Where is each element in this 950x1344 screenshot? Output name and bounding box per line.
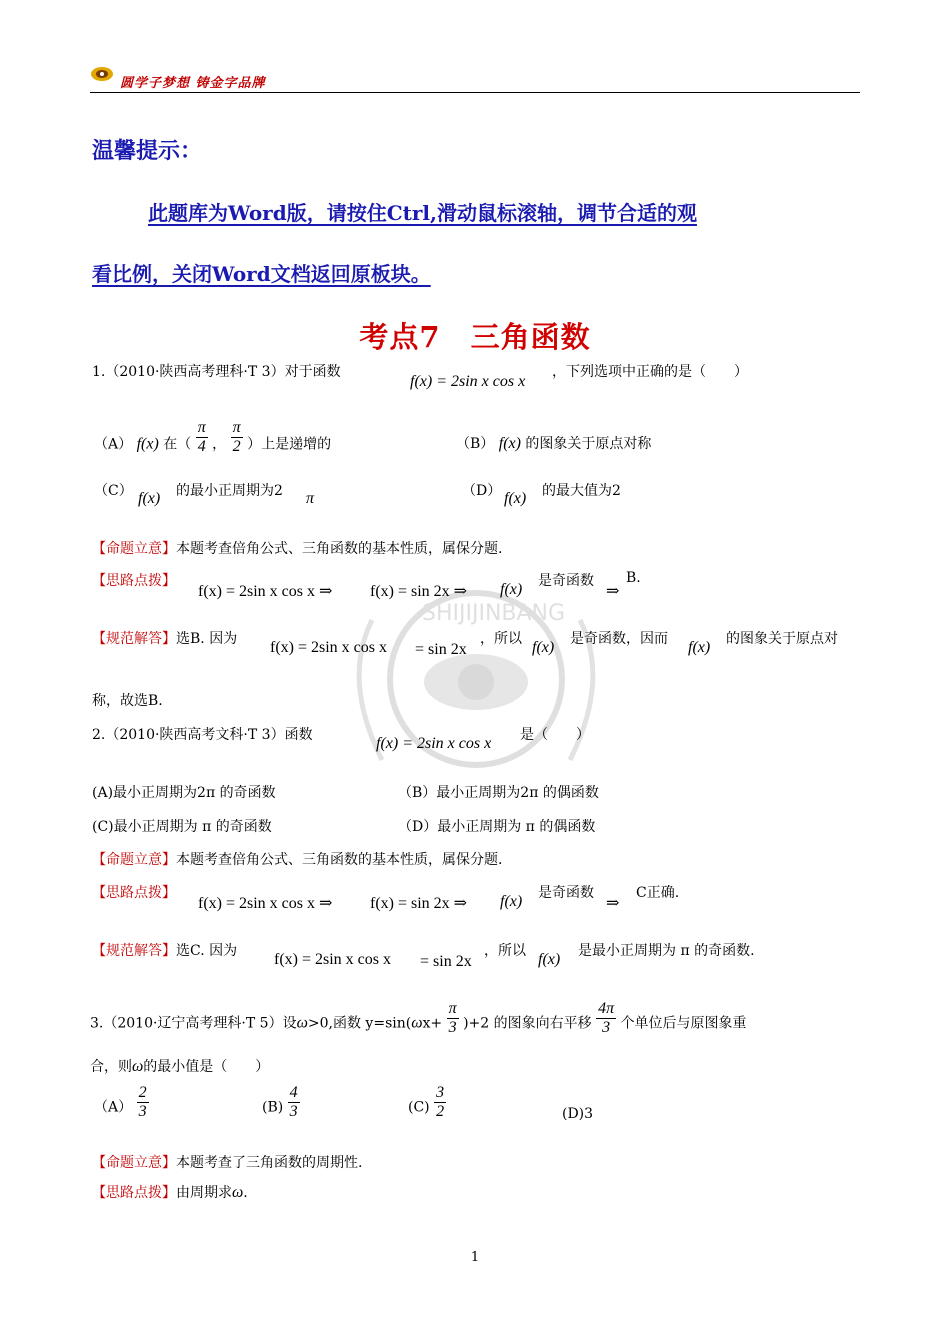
q1-option-b: （B） f(x) 的图象关于原点对称 xyxy=(456,435,652,452)
q1-intent: 【命题立意】本题考查倍角公式、三角函数的基本性质，属保分题. xyxy=(92,541,503,557)
q3-stem-line-1: 3.（2010·辽宁高考理科·T 5）设ω>0,函数 y=sin(ωx+ $\frac{\pi}{3}$ )+2 的图象向右平移 $\frac{4\pi}{3}$ 个单位后与原图象重 xyxy=(90,1000,747,1036)
q2-idea-math-3: f(x) xyxy=(500,893,523,910)
q1-solution-text-3: 是奇函数，因而 xyxy=(570,631,668,647)
q2-idea-answer: C正确. xyxy=(636,885,680,901)
q2-option-a: (A)最小正周期为2π 的奇函数 xyxy=(92,785,276,801)
chapter-title: 考点7 三角函数 xyxy=(359,320,591,354)
q2-solution-text-3: 是最小正周期为 π 的奇函数. xyxy=(578,943,755,959)
q1-solution-text-4: 的图象关于原点对 xyxy=(726,631,838,647)
q2-function: f(x) = 2sin x cos x xyxy=(376,735,492,752)
q2-option-c: (C)最小正周期为 π 的奇函数 xyxy=(92,819,272,835)
q1-option-c-f: f(x) xyxy=(138,490,161,507)
q1-stem: 1.（2010·陕西高考理科·T 3）对于函数 xyxy=(92,364,341,380)
q1-option-c-label: （C） xyxy=(94,483,133,499)
q2-idea-math-2: f(x) = sin 2x ⇒ xyxy=(370,895,468,912)
brand-logo-icon xyxy=(90,66,114,82)
q1-solution-text-5: 称，故选B. xyxy=(92,693,163,709)
q3-option-d: (D)3 xyxy=(562,1106,594,1122)
header-brand: 圆学子梦想 铸金字品牌 xyxy=(120,76,266,91)
q2-option-b: （B）最小正周期为2π 的偶函数 xyxy=(398,785,599,801)
q2-idea-text: 是奇函数 xyxy=(538,885,594,901)
q1-idea-answer: B. xyxy=(626,570,641,586)
q2-intent: 【命题立意】本题考查倍角公式、三角函数的基本性质，属保分题. xyxy=(92,852,503,868)
q1-solution-math-1: f(x) = 2sin x cos x xyxy=(270,639,388,656)
q2-solution-head: 【规范解答】选C. 因为 xyxy=(92,943,238,959)
q1-option-c-pi: π xyxy=(306,490,315,507)
q3-option-a: （A） $\frac{2}{3}$ xyxy=(94,1084,147,1120)
q1-solution-head: 【规范解答】选B. 因为 xyxy=(92,631,238,647)
q1-idea-tag: 【思路点拨】 xyxy=(92,573,176,589)
q2-solution-text-2: ，所以 xyxy=(484,943,526,959)
q3-option-c: (C) $\frac{3}{2}$ xyxy=(408,1084,445,1120)
q2-solution-math-3: f(x) xyxy=(538,951,561,968)
q1-solution-math-4: f(x) xyxy=(688,639,711,656)
q2-stem-tail: 是（ ） xyxy=(520,727,590,743)
q1-option-d-f: f(x) xyxy=(504,490,527,507)
q1-solution-math-2: = sin 2x xyxy=(415,641,467,658)
q1-option-c-text: 的最小正周期为2 xyxy=(176,483,283,499)
q2-solution-math-2: = sin 2x xyxy=(420,953,472,970)
q1-idea-arrow: ⇒ xyxy=(606,583,620,600)
q2-idea-arrow: ⇒ xyxy=(606,895,620,912)
q1-solution-math-3: f(x) xyxy=(532,639,555,656)
q2-stem: 2.（2010·陕西高考文科·T 3）函数 xyxy=(92,727,313,743)
q1-stem-tail: ，下列选项中正确的是（ ） xyxy=(552,364,748,380)
q1-function: f(x) = 2sin x cos x xyxy=(410,373,526,390)
q1-idea-math-2: f(x) = sin 2x ⇒ xyxy=(370,583,468,600)
q2-idea-tag: 【思路点拨】 xyxy=(92,885,176,901)
tip-title: 温馨提示： xyxy=(92,138,203,164)
header-divider xyxy=(90,92,860,93)
tip-line-1: 此题库为Word版，请按住Ctrl,滑动鼠标滚轴，调节合适的观 xyxy=(148,201,697,225)
q1-idea-text: 是奇函数 xyxy=(538,573,594,589)
q3-option-b: (B) $\frac{4}{3}$ xyxy=(262,1084,298,1120)
q1-option-a: （A） f(x) 在（ $\frac{\pi}{4}$ ， $\frac{\pi}{2}$ ）上是递增的 xyxy=(94,419,332,455)
q1-solution-text-2: ，所以 xyxy=(480,631,522,647)
q1-option-d-text: 的最大值为2 xyxy=(542,483,621,499)
q2-option-d: （D）最小正周期为 π 的偶函数 xyxy=(398,819,596,835)
q3-intent: 【命题立意】本题考查了三角函数的周期性. xyxy=(92,1155,363,1171)
q1-idea-math-3: f(x) xyxy=(500,581,523,598)
q3-stem-line-2: 合，则ω的最小值是（ ） xyxy=(90,1058,270,1075)
q2-solution-math-1: f(x) = 2sin x cos x xyxy=(274,951,392,968)
q1-idea-math-1: f(x) = 2sin x cos x ⇒ xyxy=(198,583,333,600)
q2-idea-math-1: f(x) = 2sin x cos x ⇒ xyxy=(198,895,333,912)
q3-idea: 【思路点拨】由周期求ω. xyxy=(92,1184,248,1201)
tip-line-2: 看比例，关闭Word文档返回原板块。 xyxy=(92,262,431,286)
svg-text:SHIJIJINBANG: SHIJIJINBANG xyxy=(422,601,566,626)
q1-option-d-label: （D） xyxy=(462,483,502,499)
page-number: 1 xyxy=(470,1250,480,1265)
